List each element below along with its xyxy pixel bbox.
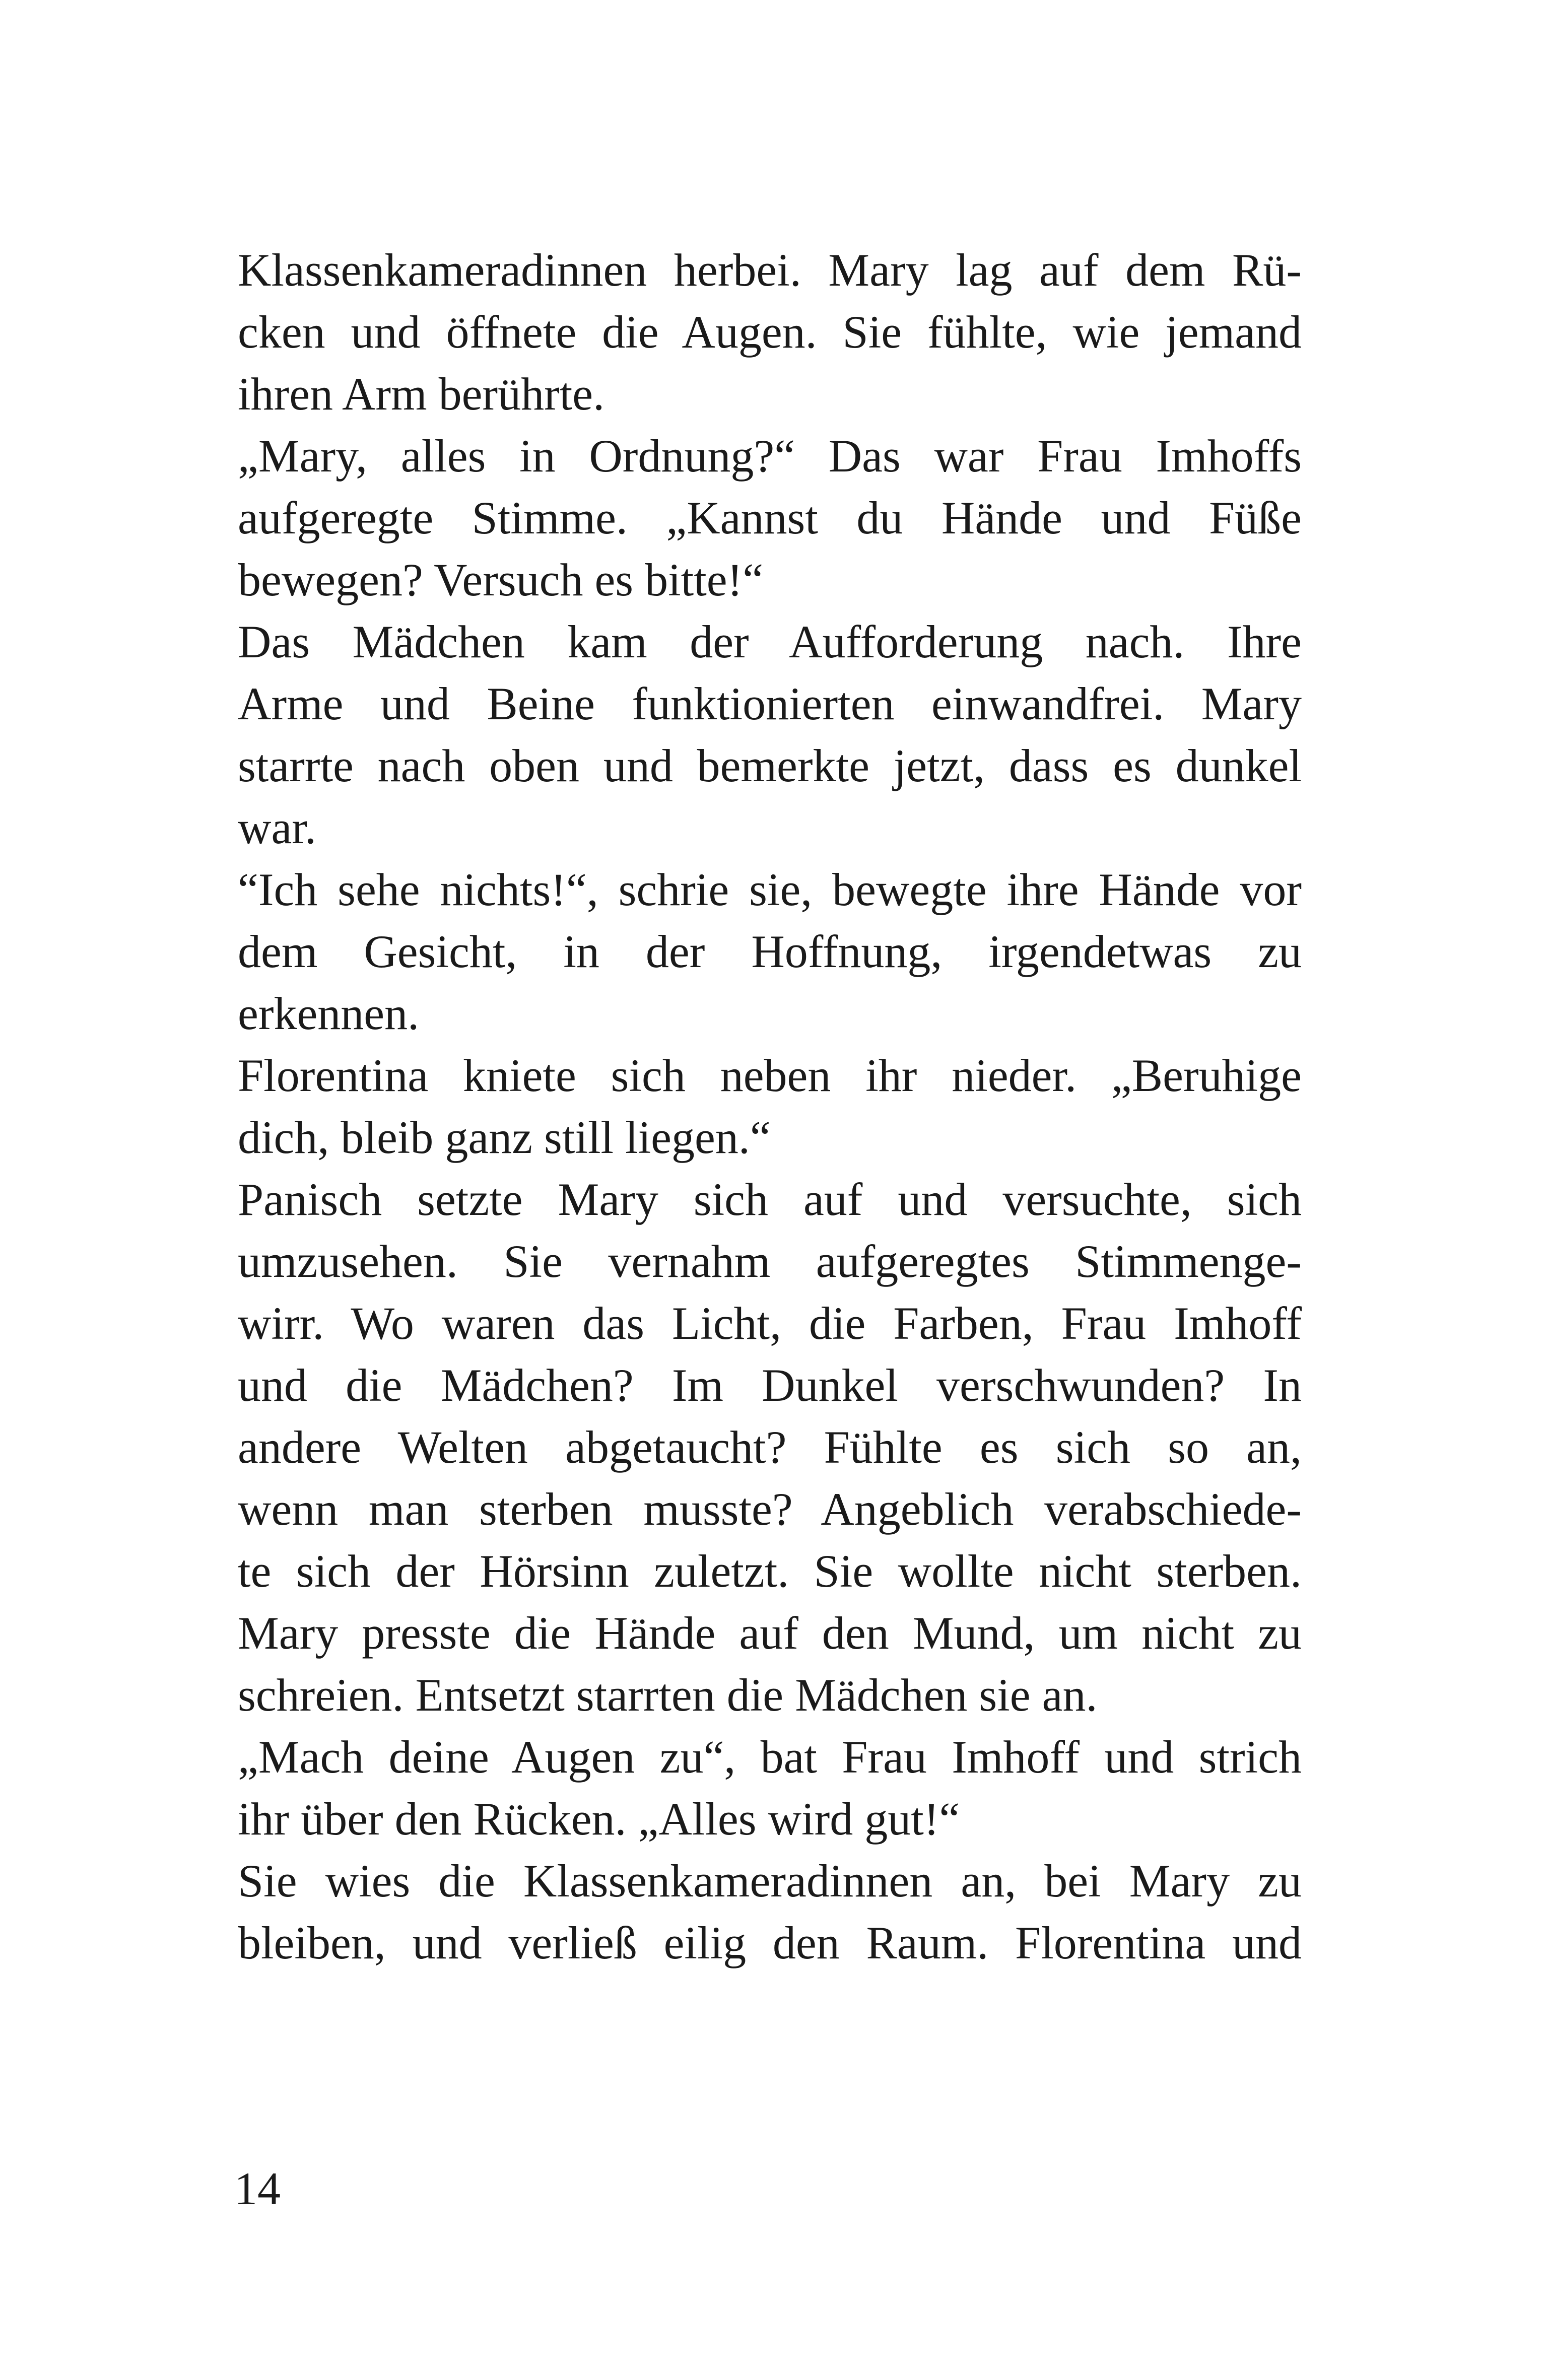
text-line: bewegen? Versuch es bitte!“ bbox=[238, 554, 764, 605]
text-line: ihr über den Rücken. „Alles wird gut!“ bbox=[238, 1793, 960, 1845]
text-line: dich, bleib ganz still liegen.“ bbox=[238, 1112, 771, 1163]
text-line: Arme und Beine funktionierten einwandfrei. Mary bbox=[238, 678, 1302, 729]
text-line: Klassenkameradinnen herbei. Mary lag auf dem Rü- bbox=[238, 244, 1302, 296]
text-line: Panisch setzte Mary sich auf und versuchte, sich bbox=[238, 1174, 1302, 1225]
text-line: wirr. Wo waren das Licht, die Farben, Frau Imhoff bbox=[238, 1298, 1302, 1349]
text-line: erkennen. bbox=[238, 988, 420, 1039]
text-line: schreien. Entsetzt starrten die Mädchen sie an. bbox=[238, 1669, 1098, 1721]
text-line: Das Mädchen kam der Aufforderung nach. Ihre bbox=[238, 616, 1302, 667]
page-number: 14 bbox=[234, 2163, 281, 2214]
text-line: „Mach deine Augen zu“, bat Frau Imhoff und strich bbox=[238, 1731, 1302, 1783]
text-line: andere Welten abgetaucht? Fühlte es sich so an, bbox=[238, 1421, 1302, 1473]
text-line: Mary presste die Hände auf den Mund, um nicht zu bbox=[238, 1607, 1302, 1659]
text-line: „Mary, alles in Ordnung?“ Das war Frau Imhoffs bbox=[238, 430, 1302, 482]
text-line: und die Mädchen? Im Dunkel verschwunden? In bbox=[238, 1359, 1302, 1411]
text-line: umzusehen. Sie vernahm aufgeregtes Stimmenge- bbox=[238, 1236, 1302, 1287]
text-line: te sich der Hörsinn zuletzt. Sie wollte nicht sterben. bbox=[238, 1545, 1302, 1597]
text-line: cken und öffnete die Augen. Sie fühlte, wie jemand bbox=[238, 306, 1302, 358]
text-line: dem Gesicht, in der Hoffnung, irgendetwas zu bbox=[238, 926, 1302, 977]
text-line: starrte nach oben und bemerkte jetzt, dass es dunkel bbox=[238, 740, 1302, 791]
text-line: Sie wies die Klassenkameradinnen an, bei Mary zu bbox=[238, 1855, 1302, 1907]
text-line: wenn man sterben musste? Angeblich verabschiede- bbox=[238, 1483, 1302, 1535]
text-line: war. bbox=[238, 802, 316, 853]
text-line: aufgeregte Stimme. „Kannst du Hände und Füße bbox=[238, 492, 1302, 543]
text-line: ihren Arm berührte. bbox=[238, 368, 605, 420]
text-line: bleiben, und verließ eilig den Raum. Florentina und bbox=[238, 1917, 1302, 1968]
text-line: Florentina kniete sich neben ihr nieder. „Beruhige bbox=[238, 1050, 1302, 1101]
text-line: “Ich sehe nichts!“, schrie sie, bewegte ihre Hände vor bbox=[238, 864, 1302, 915]
body-text bbox=[238, 239, 1302, 1974]
